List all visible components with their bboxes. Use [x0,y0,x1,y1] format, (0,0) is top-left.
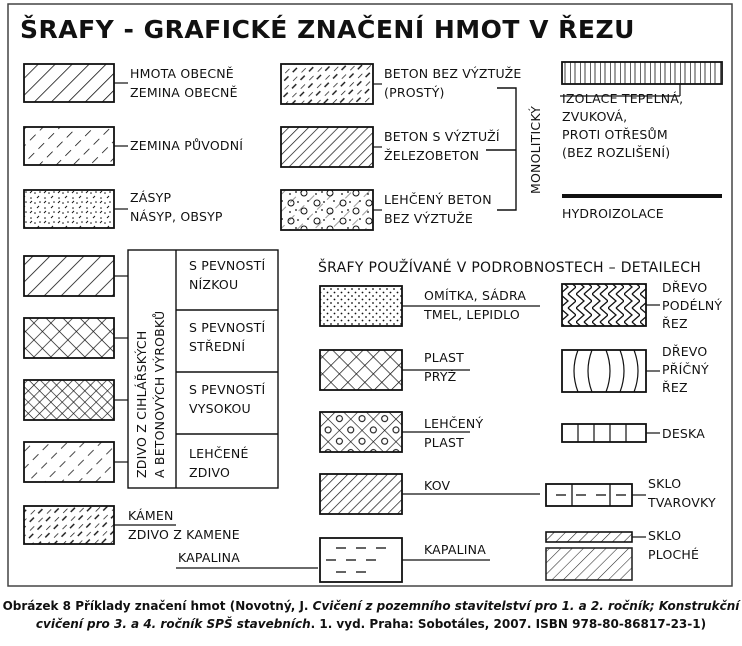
swatch-plain-concrete [281,64,373,104]
swatch-board [562,424,646,442]
swatch-general-mass [24,64,114,102]
swatch-lightweight-concrete [281,190,373,230]
label-wood-long-1: DŘEVO [662,280,708,295]
label-backfill-1: ZÁSYP [130,190,172,205]
label-masonry-light-2: ZDIVO [189,465,231,480]
label-board: DESKA [662,426,705,441]
label-wood-long-3: ŘEZ [662,316,688,331]
label-metal: KOV [424,478,451,493]
swatch-wood-longitudinal [562,284,646,326]
label-monolithic: MONOLITICKÝ [528,105,543,194]
swatch-masonry-high [24,380,114,420]
swatch-plaster [320,286,402,326]
label-wood-cross-2: PŘÍČNÝ [662,362,709,377]
label-insulation-1: IZOLACE TEPELNÁ, [562,91,684,106]
label-lightweight-concrete-2: BEZ VÝZTUŽE [384,211,473,226]
label-waterproofing: HYDROIZOLACE [562,206,664,221]
label-masonry-low-1: S PEVNOSTÍ [189,258,266,273]
label-masonry-group-1: ZDIVO Z CIHLÁŘSKÝCH [134,330,149,478]
label-reinforced-concrete-1: BETON S VÝZTUŽÍ [384,129,500,144]
swatch-glass-blocks [546,484,632,506]
label-foam-plastic-2: PLAST [424,435,464,450]
diagram-title: ŠRAFY - GRAFICKÉ ZNAČENÍ HMOT V ŘEZU [20,15,635,44]
label-lightweight-concrete-1: LEHČENÝ BETON [384,192,492,207]
label-general-mass-1: HMOTA OBECNĚ [130,66,234,81]
label-masonry-light-1: LEHČENÉ [189,446,249,461]
label-masonry-high-1: S PEVNOSTÍ [189,382,266,397]
swatch-wood-cross [562,350,646,392]
swatch-metal [320,474,402,514]
label-stone-1: KÁMEN [128,508,174,523]
label-insulation-4: (BEZ ROZLIŠENÍ) [562,145,671,160]
swatch-liquid [320,538,402,582]
label-original-soil: ZEMINA PŮVODNÍ [130,138,244,153]
label-plastic-2: PRYŽ [424,369,457,384]
label-liquid-left: KAPALINA [178,550,240,565]
label-plain-concrete-1: BETON BEZ VÝZTUŽE [384,66,522,81]
label-flat-glass-2: PLOCHÉ [648,547,700,562]
label-masonry-low-2: NÍZKOU [189,277,239,292]
swatch-backfill [24,190,114,228]
label-plastic-1: PLAST [424,350,464,365]
swatch-stone [24,506,114,544]
swatch-masonry-low [24,256,114,296]
label-wood-cross-1: DŘEVO [662,344,708,359]
label-general-mass-2: ZEMINA OBECNĚ [130,85,238,100]
label-glass-blocks-2: TVAROVKY [648,495,716,510]
swatch-masonry-medium [24,318,114,358]
swatch-plastic [320,350,402,390]
figure-caption [0,597,742,633]
label-flat-glass-1: SKLO [648,528,682,543]
swatch-original-soil [24,127,114,165]
label-plaster-1: OMÍTKA, SÁDRA [424,288,527,303]
label-wood-cross-3: ŘEZ [662,380,688,395]
label-reinforced-concrete-2: ŽELEZOBETON [384,148,480,163]
swatch-masonry-light [24,442,114,482]
label-plaster-2: TMEL, LEPIDLO [424,307,520,322]
label-glass-blocks-1: SKLO [648,476,682,491]
swatch-reinforced-concrete [281,127,373,167]
label-masonry-medium-1: S PEVNOSTÍ [189,320,266,335]
label-insulation-2: ZVUKOVÁ, [562,109,628,124]
label-foam-plastic-1: LEHČENÝ [424,416,484,431]
label-masonry-group-2: A BETONOVÝCH VÝROBKŮ [152,310,167,478]
label-masonry-high-2: VYSOKOU [189,401,251,416]
swatch-insulation [562,62,722,84]
label-stone-2: ZDIVO Z KAMENE [128,527,240,542]
label-backfill-2: NÁSYP, OBSYP [130,209,223,224]
swatch-foam-plastic [320,412,402,452]
caption-title-italic: Cvičení z pozemního stavitelství pro 1. a 2. ročník; Konstrukční cvičení pro 3. a 4. ročník SPŠ stavebních [35,599,740,631]
label-plain-concrete-2: (PROSTÝ) [384,85,445,100]
swatch-flat-glass [546,532,632,580]
caption-tail: . 1. vyd. Praha: Sobotáles, 2007. ISBN 978-80-86817-23-1) [310,617,707,631]
label-masonry-medium-2: STŘEDNÍ [189,339,246,354]
label-insulation-3: PROTI OTŘESŮM [562,127,668,142]
label-liquid: KAPALINA [424,542,486,557]
label-wood-long-2: PODÉLNÝ [662,298,723,313]
details-title: ŠRAFY POUŽÍVANÉ V PODROBNOSTECH – DETAILECH [318,260,702,276]
caption-lead: Obrázek 8 Příklady značení hmot (Novotný, J. [2,599,313,613]
